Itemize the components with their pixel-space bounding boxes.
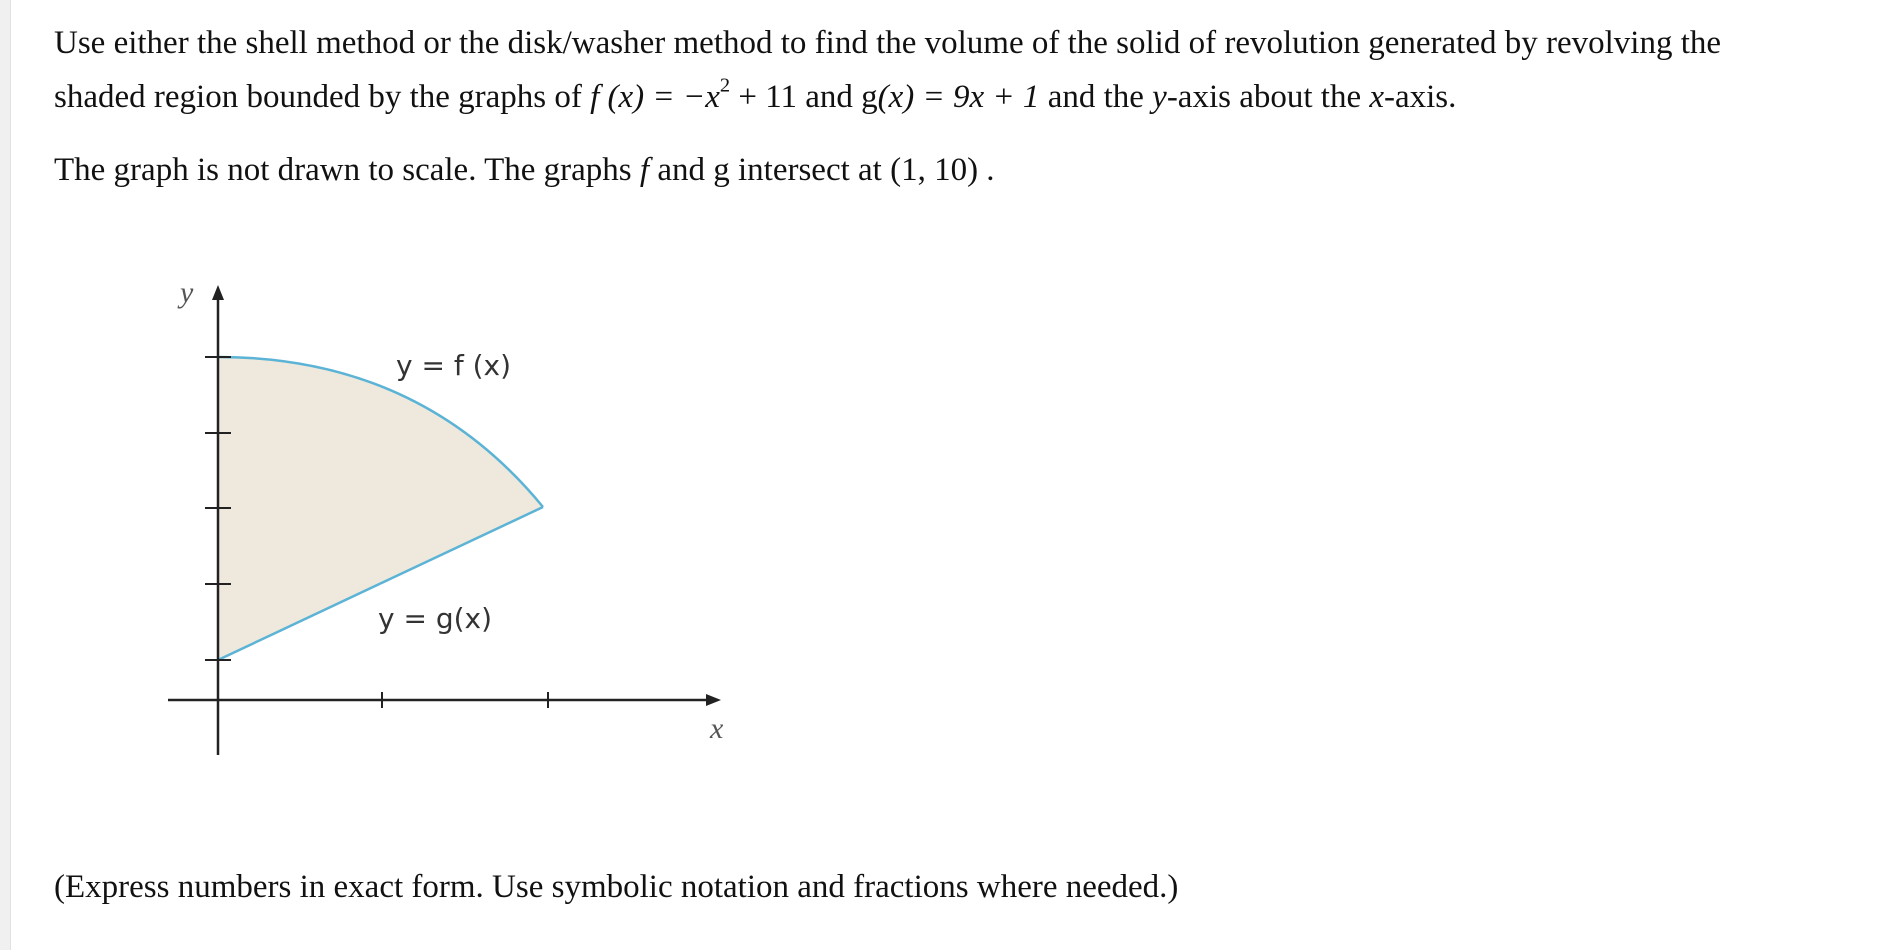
function-f-tail: + 11 xyxy=(738,79,797,115)
answer-instructions: (Express numbers in exact form. Use symbolic notation and fractions where needed.) xyxy=(54,869,1179,905)
f-curve-label: y = f (x) xyxy=(396,349,512,382)
function-f-argument: (x) = −x xyxy=(607,79,720,115)
scale-note-start: The graph is not drawn to scale. The graphs xyxy=(54,152,632,188)
problem-line-2-start: shaded region bounded by the graphs of xyxy=(54,79,582,115)
scale-note-end: intersect at (1, 10) . xyxy=(737,152,995,188)
variable-y: y xyxy=(1152,79,1167,115)
x-axis-arrow-icon xyxy=(706,694,721,706)
function-g-expression: (x) = 9x + 1 xyxy=(877,79,1040,115)
function-f-exponent: 2 xyxy=(719,74,731,97)
scale-note-g: g xyxy=(713,152,730,188)
x-axis-label: x xyxy=(710,712,724,745)
problem-axis-text: -axis about the xyxy=(1166,79,1362,115)
y-axis-arrow-icon xyxy=(212,285,224,300)
problem-line-2-end: -axis. xyxy=(1384,79,1457,115)
problem-line-1: Use either the shell method or the disk/washer method to find the volume of the solid of revolution generated by revolving the xyxy=(54,25,1722,61)
conjunction-and: and xyxy=(805,79,853,115)
y-axis-label: y xyxy=(180,276,194,309)
scale-note-and: and xyxy=(657,152,705,188)
variable-x: x xyxy=(1369,79,1384,115)
function-g-name: g xyxy=(861,79,878,115)
problem-line-2-middle: and the xyxy=(1047,79,1144,115)
g-line-label: y = g(x) xyxy=(378,602,493,635)
scale-note-f: f xyxy=(639,152,650,188)
function-f-name: f xyxy=(590,79,600,115)
